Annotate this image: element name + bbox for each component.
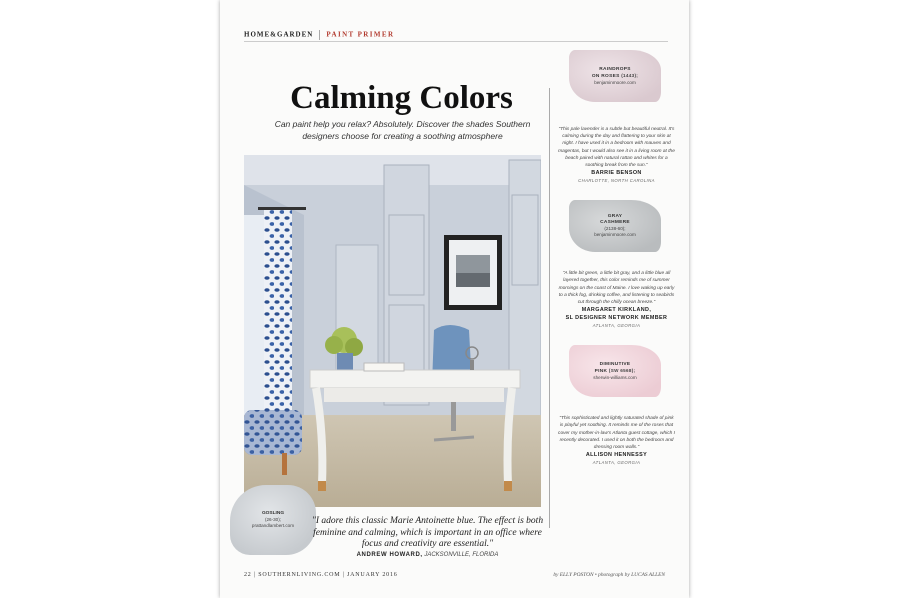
swatch-code: (26-30); [264, 517, 282, 522]
office-photo-illustration [244, 155, 541, 507]
swatch-code: (SW 6568); [608, 367, 636, 373]
column-divider [549, 88, 550, 528]
designer-location: ATLANTA, GEORGIA [592, 460, 641, 466]
gosling-swatch [230, 485, 316, 555]
header-divider [319, 30, 320, 40]
designer-location: ATLANTA, GEORGIA [592, 323, 641, 329]
swatch-code: (2138-60); [604, 226, 626, 232]
swatch-url: benjaminmoore.com [594, 79, 636, 85]
swatch-name: GOSLING [261, 511, 285, 516]
designer-name: BARRIE BENSON [591, 170, 642, 177]
photo-credit: by ELLY POSTON • photograph by LUCAS ALLEN [553, 572, 665, 578]
swatch-name-line2 [592, 73, 638, 80]
swatch-name: DIMINUTIVE [599, 361, 631, 367]
swatch-name-part: PINK [594, 368, 608, 374]
pull-quote: "I adore this classic Marie Antoinette blue. The effect is both feminine and calming, which is important in an office where focus and creativity are essential." [311, 516, 544, 549]
pull-quote-attribution [310, 552, 545, 558]
office-photo [244, 155, 541, 507]
pull-quote-location: JACKSONVILLE, FLORIDA [424, 552, 499, 558]
designer-affiliation: SL DESIGNER NETWORK MEMBER [565, 315, 668, 322]
swatch-card [569, 50, 664, 102]
swatch-url: sherwin-williams.com [593, 374, 637, 380]
color-sidebar [555, 48, 678, 466]
paint-swatch [569, 200, 661, 252]
swatch-name-line2: CASHMERE [600, 220, 630, 226]
swatch-name-part: ON ROSES [591, 73, 620, 79]
article-title: Calming Colors [290, 80, 513, 116]
swatch-name-line2 [595, 368, 636, 375]
header-rule [244, 41, 668, 42]
swatch-name: RAINDROPS [599, 66, 631, 72]
paint-swatch [569, 50, 661, 102]
designer-name: MARGARET KIRKLAND, [581, 307, 652, 314]
article-dek: Can paint help you relax? Absolutely. Discover the shades Southern designers choose for creating a soothing atmosphere [274, 119, 531, 141]
paint-swatch [569, 345, 661, 397]
pull-quote-name: ANDREW HOWARD, [356, 552, 423, 558]
designer-quote: "This pale lavender is a subtle but beautiful neutral. It's calming during the day and flattering to your skin at night. I have used it in a bedroom with mauves and magentas, but I would also see it in a living room at the beach paired with natural rattan and whites for a soothing break from the sun." [558, 127, 675, 169]
swatch-url: prattandlambert.com [251, 523, 295, 528]
swatch-name: GRAY [607, 214, 623, 220]
swatch-card [569, 345, 664, 397]
section-header [244, 30, 394, 40]
designer-quote: "This sophisticated and lightly saturated shade of pink is playful yet soothing. It reminds me of the roses that cover my mother-in-law's Atlanta guest cottage, which I recently decorated. I used it on both the bedroom and dressing room walls." [558, 416, 675, 451]
section-name: HOME&GARDEN [244, 30, 314, 39]
swatch-code: (1443); [621, 72, 639, 78]
designer-quote: "A little bit green, a little bit gray, and a little blue all layered together, this color reminds me of summer mornings on the coast of Maine. I love waking up early to a thick fog, drinking coffee, and listening to seabirds cut through the chilly ocean breeze." [558, 271, 675, 306]
designer-name: ALLISON HENNESSY [585, 452, 648, 459]
magazine-page [220, 0, 689, 598]
page-folio: 22 | SOUTHERNLIVING.COM | JANUARY 2016 [244, 572, 398, 578]
subsection-name: PAINT PRIMER [326, 30, 395, 39]
swatch-card [569, 200, 664, 252]
swatch-url: benjaminmoore.com [594, 232, 636, 238]
designer-location: CHARLOTTE, NORTH CAROLINA [578, 178, 655, 184]
